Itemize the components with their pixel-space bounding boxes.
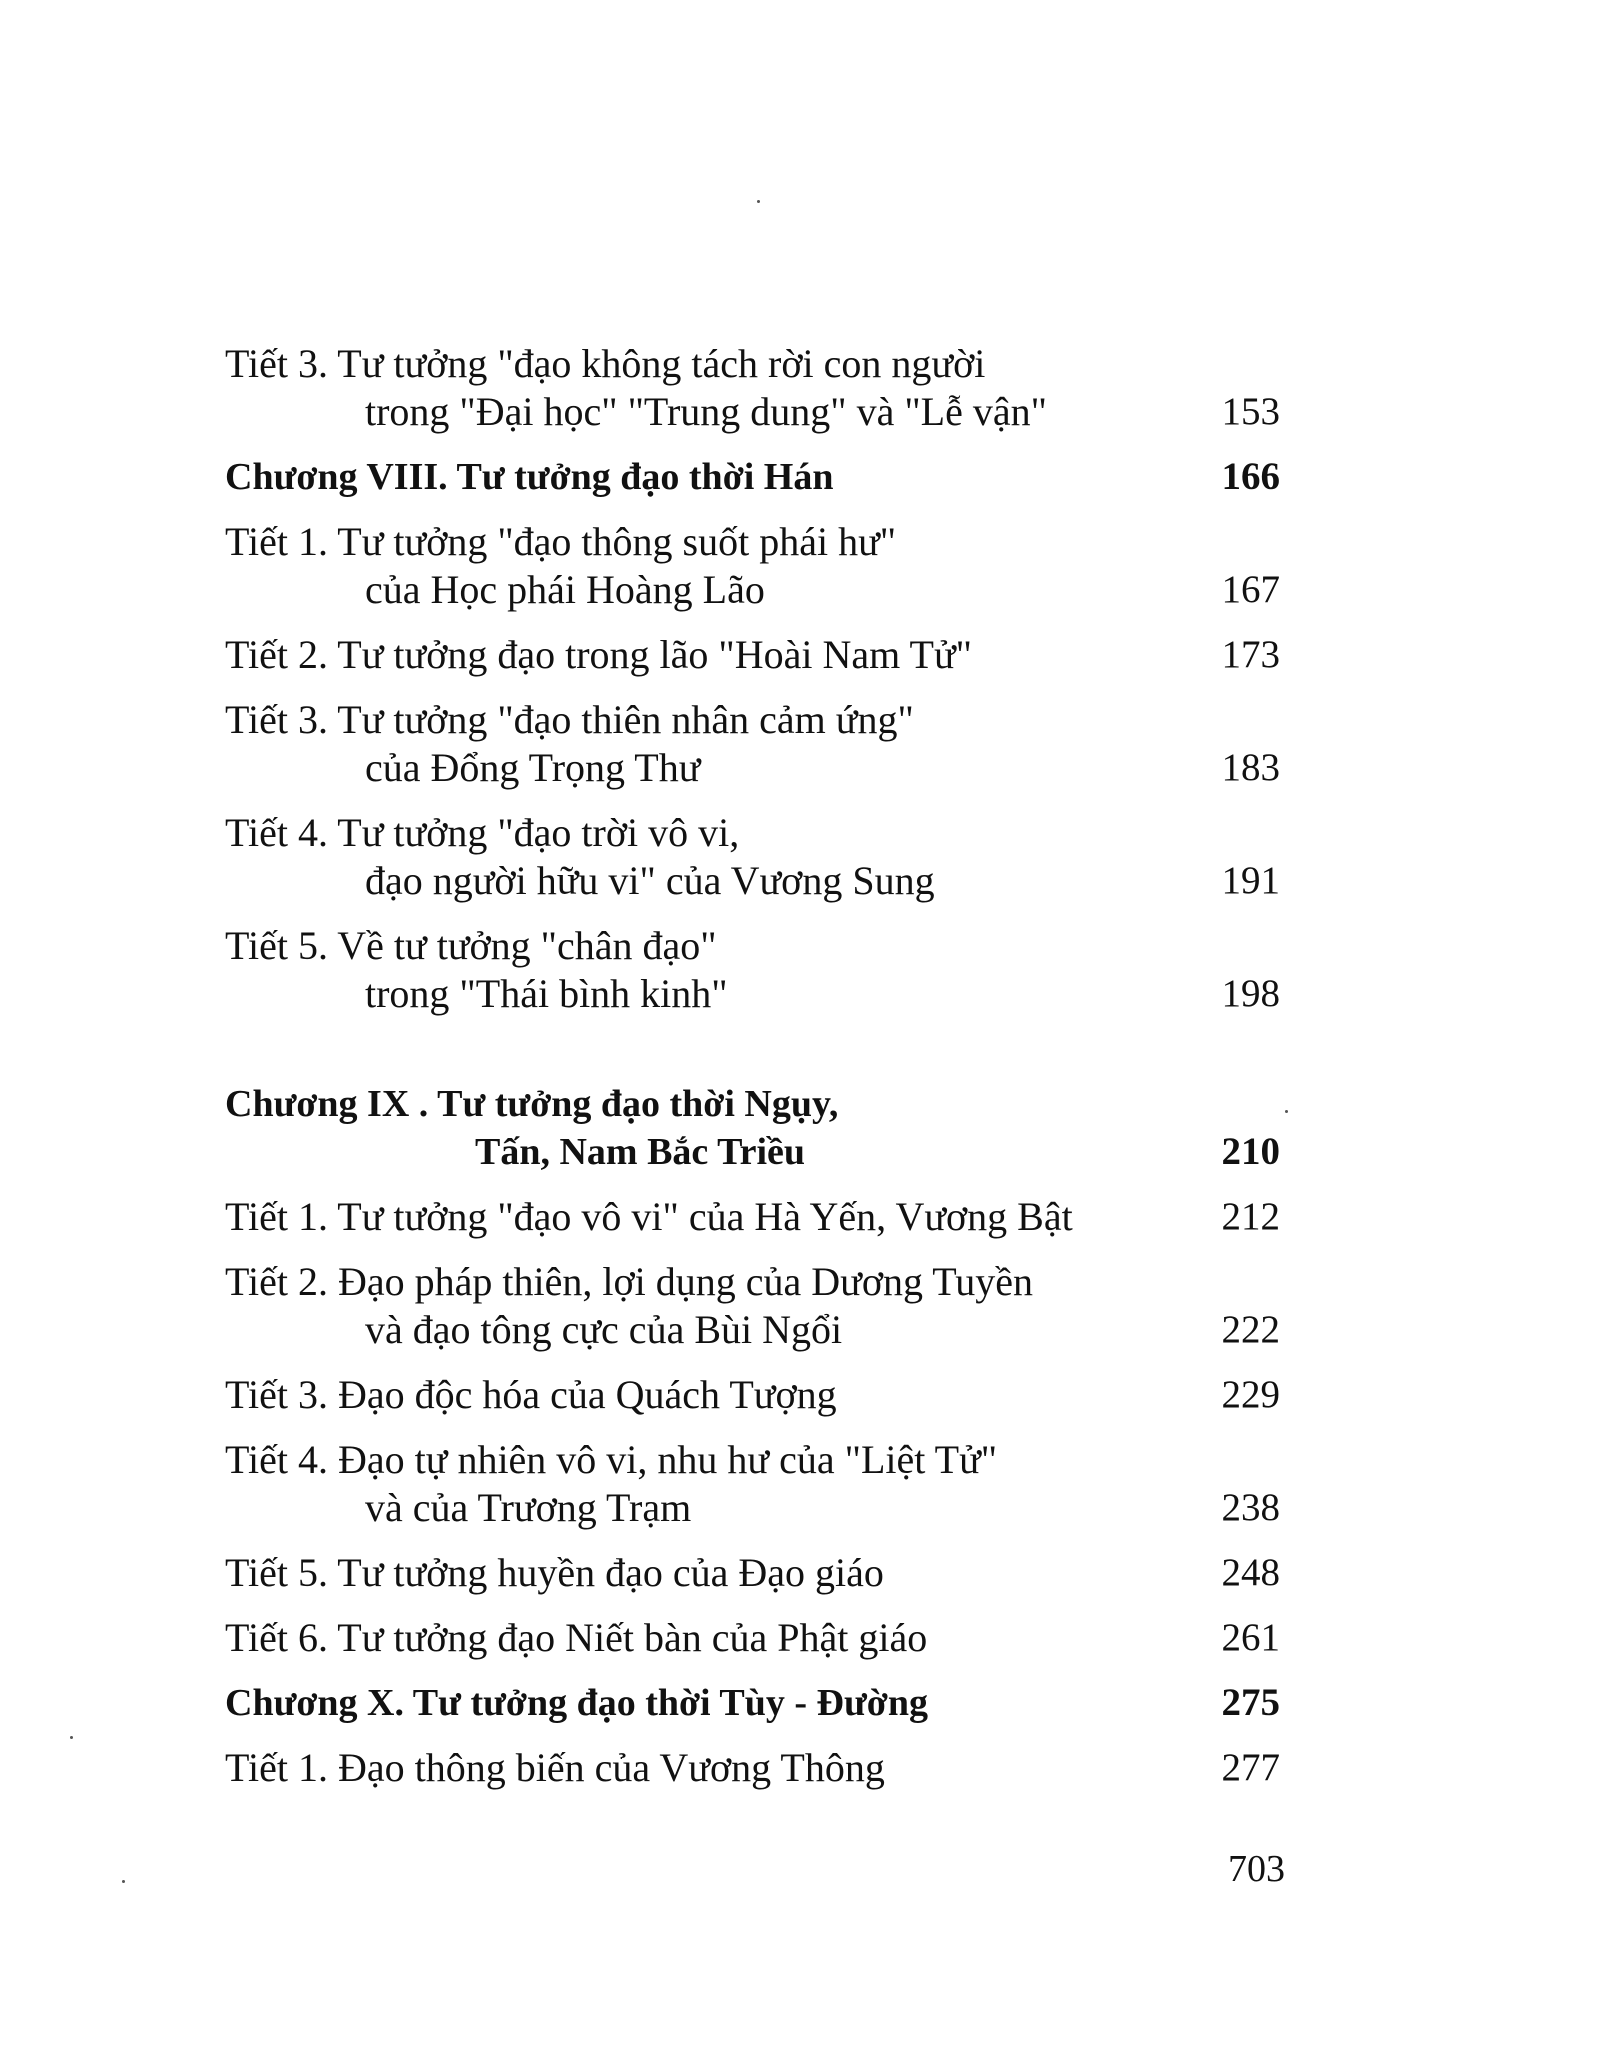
toc-chapter-title: Tấn, Nam Bắc Triều xyxy=(475,1131,806,1173)
toc-entry xyxy=(225,1258,1280,1354)
toc-entry xyxy=(225,1744,1280,1792)
toc-entry-title-line: Tiết 3. Tư tưởng "đạo không tách rời con người xyxy=(225,341,986,386)
toc-entry xyxy=(225,340,1280,436)
toc-entry-title-line: của Đổng Trọng Thư xyxy=(365,745,701,790)
toc-chapter-title: Chương VIII. Tư tưởng đạo thời Hán xyxy=(225,456,834,498)
toc-entry-title-line: và đạo tông cực của Bùi Ngổi xyxy=(365,1307,843,1352)
toc-entry-title-line: Tiết 3. Đạo độc hóa của Quách Tượng xyxy=(225,1372,837,1417)
toc-page-number: 198 xyxy=(1221,972,1280,1015)
scan-speck xyxy=(70,1736,73,1739)
toc-page-number: 261 xyxy=(1221,1616,1280,1659)
toc-entry-title-line: đạo người hữu vi" của Vương Sung xyxy=(365,858,935,903)
toc-page-number: 191 xyxy=(1221,859,1280,902)
toc-page-number: 153 xyxy=(1221,390,1280,433)
toc-entry-title-line: Tiết 5. Về tư tưởng "chân đạo" xyxy=(225,923,717,968)
toc-entry xyxy=(225,1436,1280,1532)
toc-page-number: 222 xyxy=(1221,1308,1280,1351)
toc-page-number: 248 xyxy=(1221,1551,1280,1594)
toc-page-number: 183 xyxy=(1221,746,1280,789)
toc-chapter-entry xyxy=(225,453,1280,501)
toc-page-number: 166 xyxy=(1221,455,1280,498)
toc-entry xyxy=(225,1193,1280,1241)
table-of-contents xyxy=(225,340,1280,1792)
toc-entry-title-line: Tiết 5. Tư tưởng huyền đạo của Đạo giáo xyxy=(225,1550,884,1595)
toc-entry xyxy=(225,631,1280,679)
toc-chapter-title: Chương IX . Tư tưởng đạo thời Ngụy, xyxy=(225,1083,839,1125)
toc-entry xyxy=(225,518,1280,614)
toc-entry-title-line: và của Trương Trạm xyxy=(365,1485,692,1530)
toc-page-number: 210 xyxy=(1221,1130,1280,1173)
toc-entry xyxy=(225,1549,1280,1597)
toc-page-number: 277 xyxy=(1221,1746,1280,1789)
toc-page-number: 229 xyxy=(1221,1373,1280,1416)
toc-chapter-title: Chương X. Tư tưởng đạo thời Tùy - Đường xyxy=(225,1682,928,1724)
toc-entry-title-line: Tiết 6. Tư tưởng đạo Niết bàn của Phật giáo xyxy=(225,1615,928,1660)
toc-entry xyxy=(225,1371,1280,1419)
toc-chapter-entry xyxy=(225,1080,1280,1176)
toc-entry-title-line: Tiết 4. Tư tưởng "đạo trời vô vi, xyxy=(225,810,740,855)
toc-entry xyxy=(225,1614,1280,1662)
toc-entry-title-line: Tiết 1. Tư tưởng "đạo vô vi" của Hà Yến, Vương Bật xyxy=(225,1194,1073,1239)
toc-entry-title-line: Tiết 2. Tư tưởng đạo trong lão "Hoài Nam Tử" xyxy=(225,632,972,677)
toc-entry xyxy=(225,696,1280,792)
toc-page-number: 238 xyxy=(1221,1486,1280,1529)
toc-page-number: 212 xyxy=(1221,1195,1280,1238)
toc-entry-title-line: Tiết 2. Đạo pháp thiên, lợi dụng của Dương Tuyền xyxy=(225,1259,1034,1304)
toc-entry-title-line: Tiết 1. Đạo thông biến của Vương Thông xyxy=(225,1745,885,1790)
toc-entry-title-line: của Học phái Hoàng Lão xyxy=(365,567,765,612)
page-number: 703 xyxy=(1228,1848,1285,1890)
toc-entry-title-line: trong "Thái bình kinh" xyxy=(365,971,728,1016)
toc-page-number: 173 xyxy=(1221,633,1280,676)
toc-chapter-entry xyxy=(225,1679,1280,1727)
toc-page-number: 167 xyxy=(1221,568,1280,611)
toc-entry-title-line: Tiết 1. Tư tưởng "đạo thông suốt phái hư" xyxy=(225,519,897,564)
toc-entry xyxy=(225,922,1280,1018)
toc-entry-title-line: Tiết 4. Đạo tự nhiên vô vi, nhu hư của "Liệt Tử" xyxy=(225,1437,998,1482)
scan-speck xyxy=(757,200,760,203)
toc-entry-title-line: Tiết 3. Tư tưởng "đạo thiên nhân cảm ứng" xyxy=(225,697,914,742)
toc-page-number: 275 xyxy=(1221,1681,1280,1724)
toc-entry-title-line: trong "Đại học" "Trung dung" và "Lễ vận" xyxy=(365,389,1047,434)
scan-speck xyxy=(122,1880,125,1883)
scan-speck xyxy=(1285,1110,1288,1113)
toc-entry xyxy=(225,809,1280,905)
